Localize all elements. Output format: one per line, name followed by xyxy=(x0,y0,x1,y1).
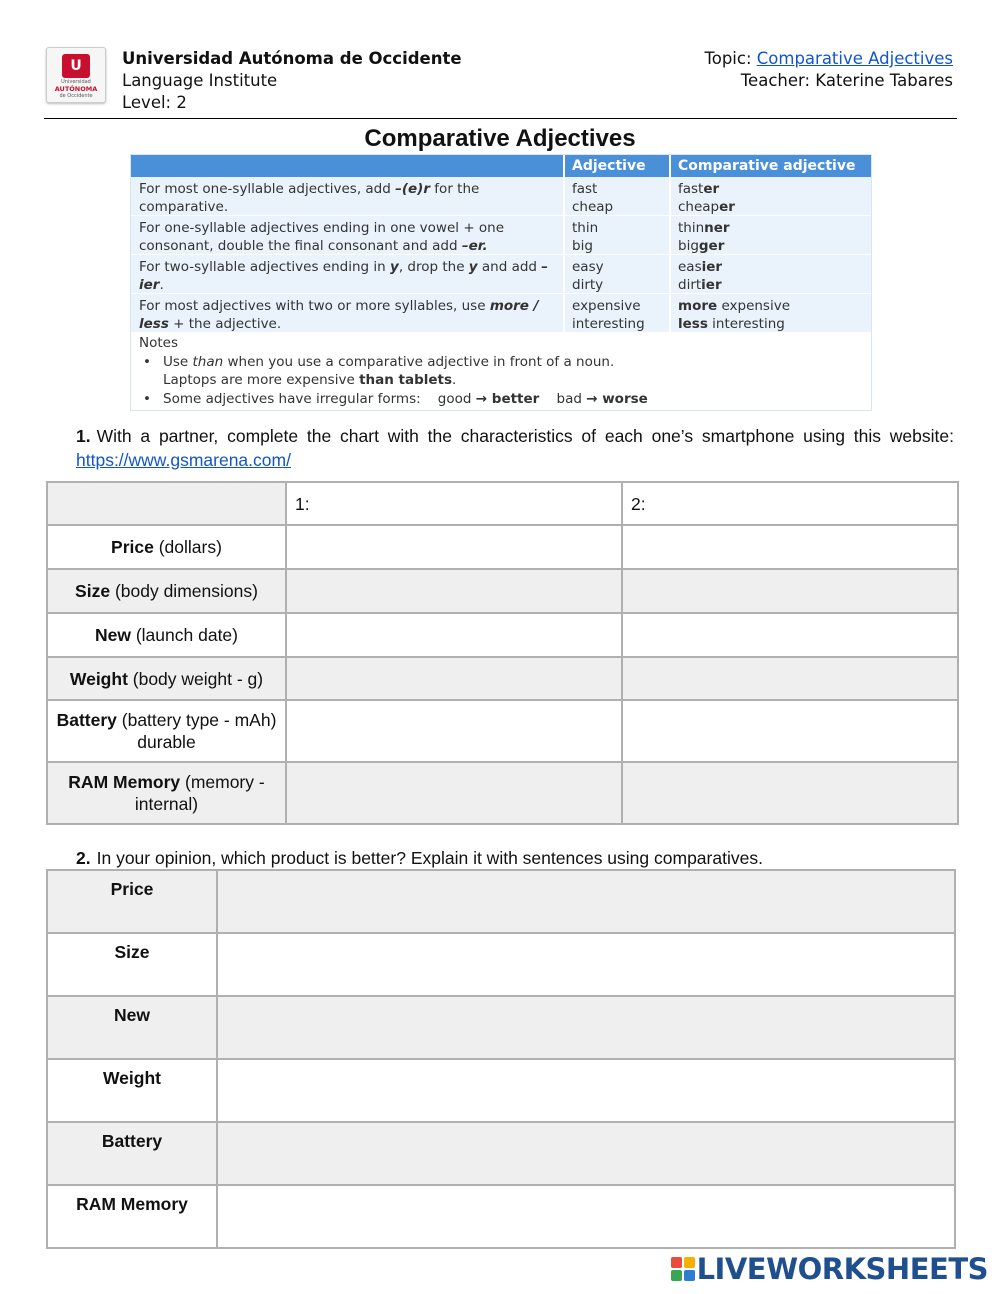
opinion-row xyxy=(47,870,955,933)
ref-comparative: dirtier xyxy=(678,277,722,293)
row-label-detail: (dollars) xyxy=(153,537,222,557)
ref-adjective: thin xyxy=(572,220,599,236)
gsmarena-link[interactable]: https://www.gsmarena.com/ xyxy=(76,450,291,470)
opinion-answer-cell[interactable] xyxy=(217,933,955,996)
chart-row xyxy=(47,762,958,824)
chart-row-label xyxy=(47,525,286,569)
answer-cell-1[interactable] xyxy=(286,700,622,762)
ref-header-comparative: Comparative adjective xyxy=(671,155,871,177)
row-label-detail: (memory - internal) xyxy=(134,772,265,814)
ref-rule: For one-syllable adjectives ending in one vowel + one consonant, double the final consonant and add –er. xyxy=(139,220,505,254)
ref-adjective: expensive xyxy=(572,298,641,314)
ref-divider xyxy=(563,255,565,293)
header-left xyxy=(122,48,462,114)
chart-col-2-header: 2: xyxy=(622,482,958,525)
logo-text-3: de Occidente xyxy=(59,93,93,99)
logo-text-2: AUTÓNOMA xyxy=(54,85,98,93)
row-label-detail: (body weight - g) xyxy=(127,668,264,689)
note-2: • Some adjectives have irregular forms: good → better bad → worse xyxy=(139,390,648,409)
opinion-row-label: New xyxy=(47,996,217,1059)
row-label-detail: (battery type - mAh) durable xyxy=(116,710,277,752)
ref-comparative: faster xyxy=(678,181,720,197)
chart-row xyxy=(47,569,958,613)
logo-text-1: Universidad xyxy=(61,79,91,85)
ref-comparatives xyxy=(678,219,868,255)
answer-cell-2[interactable] xyxy=(622,700,958,762)
notes-title: Notes xyxy=(139,335,178,351)
ref-row xyxy=(131,216,871,256)
ref-rule: For most adjectives with two or more syllables, use more / less + the adjective. xyxy=(139,298,539,332)
smartphone-chart xyxy=(46,481,959,825)
ref-divider xyxy=(563,216,565,254)
level-label: Level: 2 xyxy=(122,93,187,112)
row-label-bold: Price xyxy=(111,537,154,557)
opinion-row xyxy=(47,996,955,1059)
ref-divider xyxy=(563,294,565,332)
row-label-detail: (launch date) xyxy=(130,625,238,645)
ref-row xyxy=(131,177,871,217)
answer-cell-2[interactable] xyxy=(622,613,958,657)
ref-adjective: interesting xyxy=(572,316,645,332)
chart-row xyxy=(47,700,958,762)
ref-comparatives xyxy=(678,297,868,333)
university-logo xyxy=(46,47,106,103)
note-1-example: Laptops are more expensive than tablets. xyxy=(163,372,457,388)
question-1-number: 1. xyxy=(76,426,91,446)
ref-comparative: bigger xyxy=(678,238,725,254)
chart-row xyxy=(47,525,958,569)
chart-row xyxy=(47,657,958,700)
opinion-chart xyxy=(46,869,956,1249)
liveworksheets-logo-icon xyxy=(671,1257,695,1281)
brand-text: LIVEWORKSHEETS xyxy=(696,1252,988,1286)
ref-divider xyxy=(669,177,671,215)
opinion-row-label: RAM Memory xyxy=(47,1185,217,1248)
topic-label: Topic: xyxy=(704,49,757,68)
institution-name: Universidad Autónoma de Occidente xyxy=(122,49,462,68)
row-label-bold: New xyxy=(95,625,131,645)
ref-adjective: big xyxy=(572,238,593,254)
question-2 xyxy=(76,846,763,870)
chart-row-label xyxy=(47,657,286,700)
chart-row-label xyxy=(47,762,286,824)
ref-comparatives xyxy=(678,180,868,216)
row-label-bold: Size xyxy=(75,581,111,601)
ref-header-adjective: Adjective xyxy=(565,155,669,177)
opinion-row-label: Battery xyxy=(47,1122,217,1185)
chart-row-label xyxy=(47,613,286,657)
ref-comparative: less interesting xyxy=(678,316,785,332)
department-name: Language Institute xyxy=(122,71,278,90)
chart-col-1-header: 1: xyxy=(286,482,622,525)
row-label-bold: Battery xyxy=(56,710,117,730)
question-1-text: With a partner, complete the chart with the characteristics of each one’s smartphone using this website: xyxy=(96,426,954,446)
answer-cell-1[interactable] xyxy=(286,569,622,613)
header-divider xyxy=(44,118,957,119)
page-title: Comparative Adjectives xyxy=(364,125,636,152)
grammar-reference-table xyxy=(130,154,872,411)
ref-adjectives xyxy=(572,180,667,216)
ref-comparative: thinner xyxy=(678,220,730,236)
ref-comparative: more expensive xyxy=(678,298,791,314)
opinion-row xyxy=(47,1122,955,1185)
opinion-row-label: Size xyxy=(47,933,217,996)
chart-row-label xyxy=(47,569,286,613)
opinion-row xyxy=(47,933,955,996)
topic-link[interactable]: Comparative Adjectives xyxy=(756,49,953,68)
answer-cell-2[interactable] xyxy=(622,657,958,700)
ref-row xyxy=(131,255,871,295)
chart-row xyxy=(47,613,958,657)
ref-rule: For most one-syllable adjectives, add –(e)r for the comparative. xyxy=(139,181,480,215)
answer-cell-1[interactable] xyxy=(286,657,622,700)
logo-mark-icon: U xyxy=(62,54,90,78)
ref-comparatives xyxy=(678,258,868,294)
ref-adjectives xyxy=(572,219,667,255)
ref-adjective: easy xyxy=(572,259,604,275)
ref-rule: For two-syllable adjectives ending in y, drop the y and add –ier. xyxy=(139,259,549,293)
opinion-row xyxy=(47,1059,955,1122)
note-1: • Use than when you use a comparative adjective in front of a noun. xyxy=(139,353,648,372)
ref-adjectives xyxy=(572,297,667,333)
row-label-detail: (body dimensions) xyxy=(110,581,258,601)
question-1 xyxy=(76,424,954,472)
chart-corner-cell xyxy=(47,482,286,525)
ref-row xyxy=(131,294,871,334)
opinion-answer-cell[interactable] xyxy=(217,870,955,933)
opinion-answer-cell[interactable] xyxy=(217,996,955,1059)
ref-adjective: cheap xyxy=(572,199,614,215)
answer-cell-2[interactable] xyxy=(622,525,958,569)
answer-cell-2[interactable] xyxy=(622,569,958,613)
ref-adjective: fast xyxy=(572,181,598,197)
ref-comparative: easier xyxy=(678,259,723,275)
opinion-row-label: Price xyxy=(47,870,217,933)
row-label-bold: Weight xyxy=(69,668,128,689)
opinion-answer-cell[interactable] xyxy=(217,1059,955,1122)
question-2-text: In your opinion, which product is better? Explain it with sentences using comparatives. xyxy=(96,848,763,868)
ref-header-blank xyxy=(131,155,563,177)
header-right xyxy=(704,48,953,92)
answer-cell-2[interactable] xyxy=(622,762,958,824)
question-2-number: 2. xyxy=(76,848,91,868)
ref-divider xyxy=(563,177,565,215)
answer-cell-1[interactable] xyxy=(286,525,622,569)
opinion-row xyxy=(47,1185,955,1248)
teacher-label: Teacher: Katerine Tabares xyxy=(740,71,953,90)
ref-divider xyxy=(669,216,671,254)
opinion-row-label: Weight xyxy=(47,1059,217,1122)
ref-notes xyxy=(139,334,648,408)
ref-divider xyxy=(669,294,671,332)
answer-cell-1[interactable] xyxy=(286,762,622,824)
opinion-answer-cell[interactable] xyxy=(217,1122,955,1185)
answer-cell-1[interactable] xyxy=(286,613,622,657)
ref-adjectives xyxy=(572,258,667,294)
ref-adjective: dirty xyxy=(572,277,604,293)
ref-comparative: cheaper xyxy=(678,199,735,215)
row-label-bold: RAM Memory xyxy=(68,772,181,792)
liveworksheets-brand xyxy=(671,1252,988,1286)
chart-row-label xyxy=(47,700,286,762)
ref-divider xyxy=(669,255,671,293)
opinion-answer-cell[interactable] xyxy=(217,1185,955,1248)
